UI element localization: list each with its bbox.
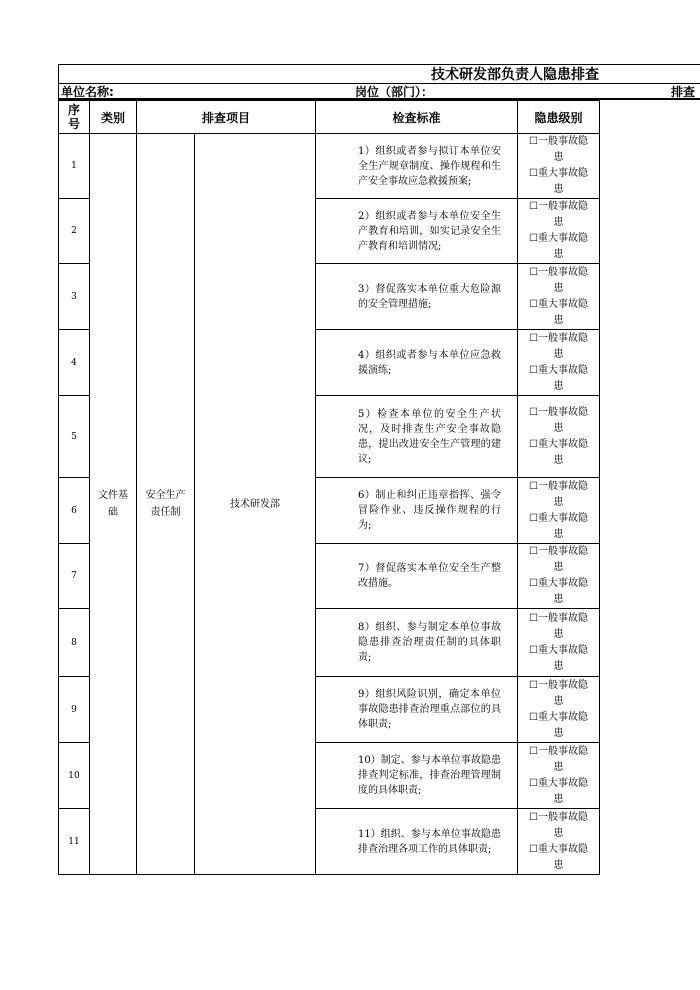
check-standard: 5）检查本单位的安全生产状况，及时排查生产安全事故隐患，提出改进安全生产管理的建议; <box>316 396 518 478</box>
check-standard: 10）制定、参与本单位事故隐患排查判定标准，排查治理管理制度的具体职责; <box>316 743 518 809</box>
check-standard: 1）组织或者参与拟订本单位安全生产规章制度、操作规程和生产安全事故应急救援预案; <box>316 134 518 199</box>
unit-name-label: 单位名称: <box>61 85 114 99</box>
header-item: 排查项目 <box>137 101 316 134</box>
row-number: 6 <box>59 478 90 544</box>
hazard-level[interactable] <box>518 609 600 677</box>
header-standard: 检查标准 <box>316 101 518 134</box>
row-number: 9 <box>59 677 90 743</box>
major-hazard-checkbox[interactable]: ☐重大事故隐 患 <box>529 777 588 805</box>
general-hazard-checkbox[interactable]: ☐一般事故隐 患 <box>529 136 588 163</box>
major-hazard-checkbox[interactable]: ☐重大事故隐 患 <box>529 843 588 871</box>
major-hazard-checkbox[interactable]: ☐重大事故隐 患 <box>529 512 588 540</box>
row-number: 8 <box>59 609 90 677</box>
hazard-level[interactable] <box>518 264 600 330</box>
check-standard: 11）组织、参与本单位事故隐患排查治理各项工作的具体职责; <box>316 809 518 875</box>
row-number: 3 <box>59 264 90 330</box>
row-number: 1 <box>59 134 90 199</box>
inspection-table <box>58 100 600 875</box>
merged-category: 文件基 础 <box>90 134 137 875</box>
header-seq <box>59 101 90 134</box>
general-hazard-checkbox[interactable]: ☐一般事故隐 患 <box>529 612 588 640</box>
table-row <box>59 134 600 199</box>
row-number: 2 <box>59 199 90 264</box>
check-standard: 9）组织风险识别，确定本单位事故隐患排查治理重点部位的具体职责; <box>316 677 518 743</box>
major-hazard-checkbox[interactable]: ☐重大事故隐 患 <box>529 578 588 605</box>
title-bar <box>58 64 700 84</box>
hazard-level[interactable] <box>518 134 600 199</box>
row-number: 4 <box>59 330 90 396</box>
check-standard: 7）督促落实本单位安全生产整改措施。 <box>316 544 518 609</box>
row-number: 7 <box>59 544 90 609</box>
table-header-row <box>59 101 600 134</box>
sheet-title: 技术研发部负责人隐患排查 <box>431 67 599 83</box>
general-hazard-checkbox[interactable]: ☐一般事故隐 患 <box>529 406 588 434</box>
general-hazard-checkbox[interactable]: ☐一般事故隐 患 <box>529 201 588 228</box>
major-hazard-checkbox[interactable]: ☐重大事故隐 患 <box>529 364 588 392</box>
header-level: 隐患级别 <box>518 101 600 134</box>
row-number: 11 <box>59 809 90 875</box>
check-standard: 2）组织或者参与本单位安全生产教育和培训，如实记录安全生产教育和培训情况; <box>316 199 518 264</box>
table-body <box>59 134 600 875</box>
post-label: 岗位（部门）： <box>355 85 434 99</box>
merged-item-dept: 技术研发部 <box>195 134 316 875</box>
general-hazard-checkbox[interactable]: ☐一般事故隐 患 <box>529 266 588 294</box>
major-hazard-checkbox[interactable]: ☐重大事故隐 患 <box>529 298 588 326</box>
hazard-level[interactable] <box>518 330 600 396</box>
hazard-level[interactable] <box>518 677 600 743</box>
hazard-level[interactable] <box>518 743 600 809</box>
major-hazard-checkbox[interactable]: ☐重大事故隐 患 <box>529 168 588 195</box>
check-standard: 6）制止和纠正违章指挥、强令冒险作业、违反操作规程的行为; <box>316 478 518 544</box>
hazard-level[interactable] <box>518 809 600 875</box>
trailing-label: 排查 <box>671 85 696 99</box>
major-hazard-checkbox[interactable]: ☐重大事故隐 患 <box>529 438 588 466</box>
inspection-sheet <box>58 64 700 874</box>
check-standard: 8）组织、参与制定本单位事故隐患排查治理责任制的具体职责; <box>316 609 518 677</box>
major-hazard-checkbox[interactable]: ☐重大事故隐 患 <box>529 711 588 739</box>
header-category: 类别 <box>90 101 137 134</box>
header-seq-text: 序 号 <box>67 103 80 131</box>
general-hazard-checkbox[interactable]: ☐一般事故隐 患 <box>529 811 588 839</box>
general-hazard-checkbox[interactable]: ☐一般事故隐 患 <box>529 546 588 573</box>
hazard-level[interactable] <box>518 199 600 264</box>
general-hazard-checkbox[interactable]: ☐一般事故隐 患 <box>529 332 588 360</box>
check-standard: 3）督促落实本单位重大危险源的安全管理措施; <box>316 264 518 330</box>
row-number: 10 <box>59 743 90 809</box>
hazard-level[interactable] <box>518 396 600 478</box>
general-hazard-checkbox[interactable]: ☐一般事故隐 患 <box>529 745 588 773</box>
major-hazard-checkbox[interactable]: ☐重大事故隐 患 <box>529 644 588 672</box>
hazard-level[interactable] <box>518 544 600 609</box>
major-hazard-checkbox[interactable]: ☐重大事故隐 患 <box>529 233 588 260</box>
row-number: 5 <box>59 396 90 478</box>
general-hazard-checkbox[interactable]: ☐一般事故隐 患 <box>529 480 588 508</box>
check-standard: 4）组织或者参与本单位应急救援演练; <box>316 330 518 396</box>
unit-row <box>58 84 700 100</box>
merged-item-sub: 安全生产 责任制 <box>137 134 195 875</box>
hazard-level[interactable] <box>518 478 600 544</box>
general-hazard-checkbox[interactable]: ☐一般事故隐 患 <box>529 679 588 707</box>
